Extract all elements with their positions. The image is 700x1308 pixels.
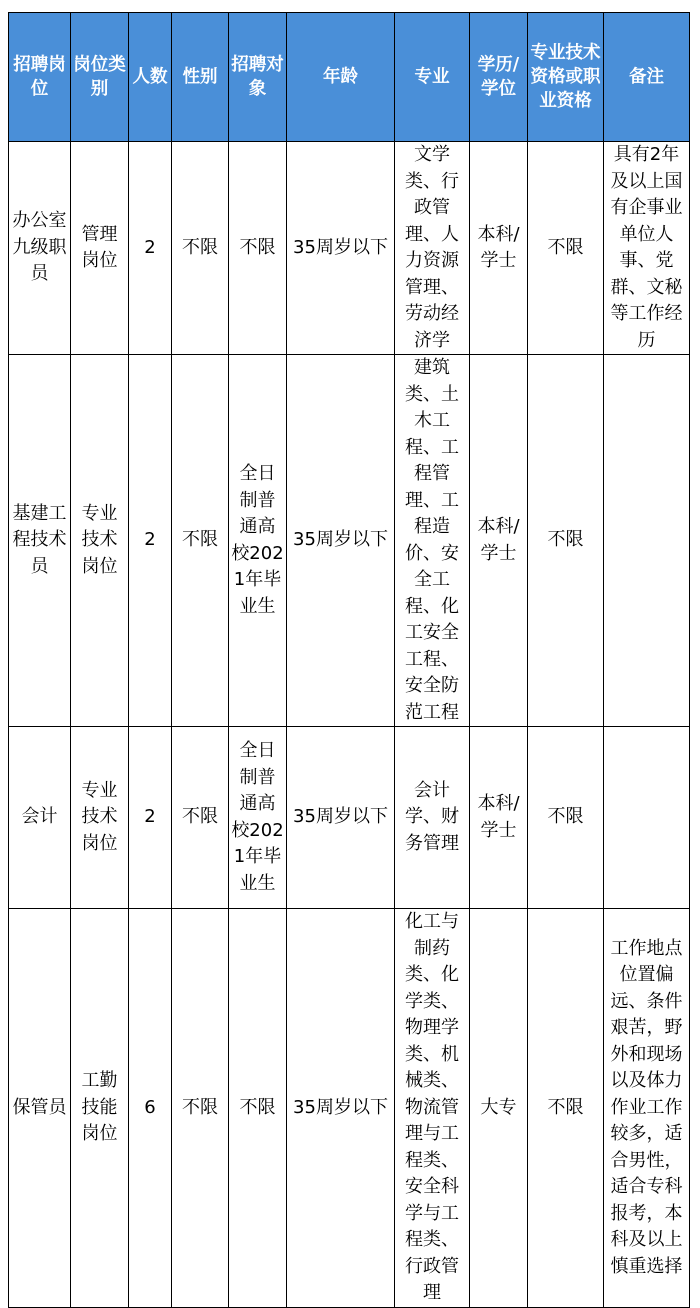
- cell-category: 管理岗位: [71, 142, 129, 355]
- cell-education: 大专: [470, 909, 528, 1308]
- header-remarks: 备注: [604, 13, 690, 142]
- table-row: [9, 909, 690, 1308]
- cell-count: 2: [129, 355, 172, 727]
- header-position: 招聘岗位: [9, 13, 71, 142]
- table-header: [9, 13, 690, 142]
- cell-qualification: 不限: [528, 142, 604, 355]
- cell-remarks: 具有2年及以上国有企事业单位人事、党群、文秘等工作经历: [604, 142, 690, 355]
- cell-target: 不限: [229, 909, 287, 1308]
- recruitment-table: [8, 12, 690, 1308]
- cell-education: 本科/学士: [470, 142, 528, 355]
- cell-category: 专业技术岗位: [71, 727, 129, 909]
- cell-major: 化工与制药类、化学类、物理学类、机械类、物流管理与工程类、安全科学与工程类、行政管理: [395, 909, 470, 1308]
- table-body: [9, 142, 690, 1308]
- cell-age: 35周岁以下: [287, 727, 395, 909]
- cell-target: 全日制普通高校2021年毕业生: [229, 727, 287, 909]
- cell-target: 不限: [229, 142, 287, 355]
- cell-remarks: [604, 727, 690, 909]
- cell-education: 本科/学士: [470, 355, 528, 727]
- cell-age: 35周岁以下: [287, 909, 395, 1308]
- cell-qualification: 不限: [528, 355, 604, 727]
- cell-remarks: [604, 355, 690, 727]
- cell-age: 35周岁以下: [287, 142, 395, 355]
- cell-category: 工勤技能岗位: [71, 909, 129, 1308]
- cell-gender: 不限: [172, 355, 229, 727]
- header-gender: 性别: [172, 13, 229, 142]
- header-education: 学历/学位: [470, 13, 528, 142]
- cell-gender: 不限: [172, 727, 229, 909]
- cell-gender: 不限: [172, 909, 229, 1308]
- cell-qualification: 不限: [528, 909, 604, 1308]
- cell-remarks: 工作地点位置偏远、条件艰苦，野外和现场以及体力作业工作较多，适合男性，适合专科报考，本科及以上慎重选择: [604, 909, 690, 1308]
- cell-position: 保管员: [9, 909, 71, 1308]
- cell-age: 35周岁以下: [287, 355, 395, 727]
- cell-major: 会计学、财务管理: [395, 727, 470, 909]
- cell-position: 基建工程技术员: [9, 355, 71, 727]
- cell-qualification: 不限: [528, 727, 604, 909]
- cell-major: 建筑类、土木工程、工程管理、工程造价、安全工程、化工安全工程、安全防范工程: [395, 355, 470, 727]
- cell-position: 会计: [9, 727, 71, 909]
- cell-target: 全日制普通高校2021年毕业生: [229, 355, 287, 727]
- cell-count: 2: [129, 727, 172, 909]
- header-count: 人数: [129, 13, 172, 142]
- table-row: [9, 355, 690, 727]
- cell-major: 文学类、行政管理、人力资源管理、劳动经济学: [395, 142, 470, 355]
- header-age: 年龄: [287, 13, 395, 142]
- recruitment-table-container: [8, 12, 689, 1308]
- table-row: [9, 727, 690, 909]
- cell-gender: 不限: [172, 142, 229, 355]
- cell-education: 本科/学士: [470, 727, 528, 909]
- cell-category: 专业技术岗位: [71, 355, 129, 727]
- cell-count: 2: [129, 142, 172, 355]
- header-target: 招聘对象: [229, 13, 287, 142]
- header-qualification: 专业技术资格或职业资格: [528, 13, 604, 142]
- header-major: 专业: [395, 13, 470, 142]
- cell-position: 办公室九级职员: [9, 142, 71, 355]
- header-row: [9, 13, 690, 142]
- cell-count: 6: [129, 909, 172, 1308]
- header-category: 岗位类别: [71, 13, 129, 142]
- table-row: [9, 142, 690, 355]
